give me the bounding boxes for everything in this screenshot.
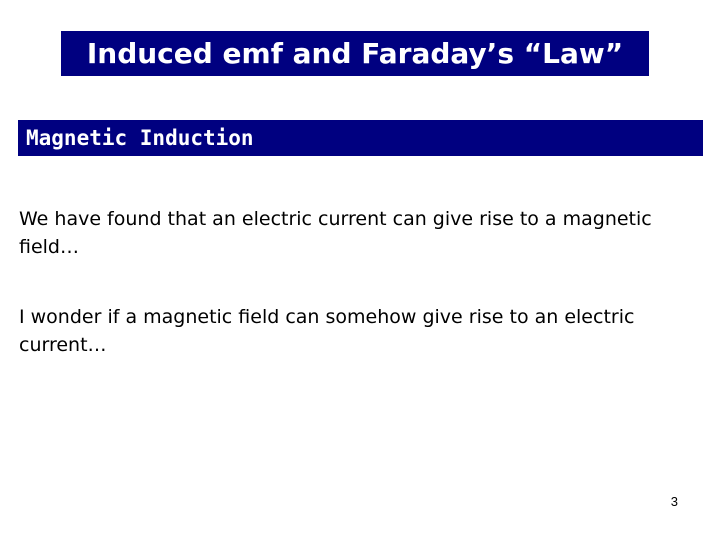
body-paragraph-1: We have found that an electric current can give rise to a magnetic field… [19,208,652,258]
page-number: 3 [670,494,678,509]
section-heading: Magnetic Induction [18,120,703,156]
body-paragraph-2: I wonder if a magnetic field can somehow give rise to an electric current… [19,306,635,356]
slide-title: Induced emf and Faraday’s “Law” [61,31,649,76]
